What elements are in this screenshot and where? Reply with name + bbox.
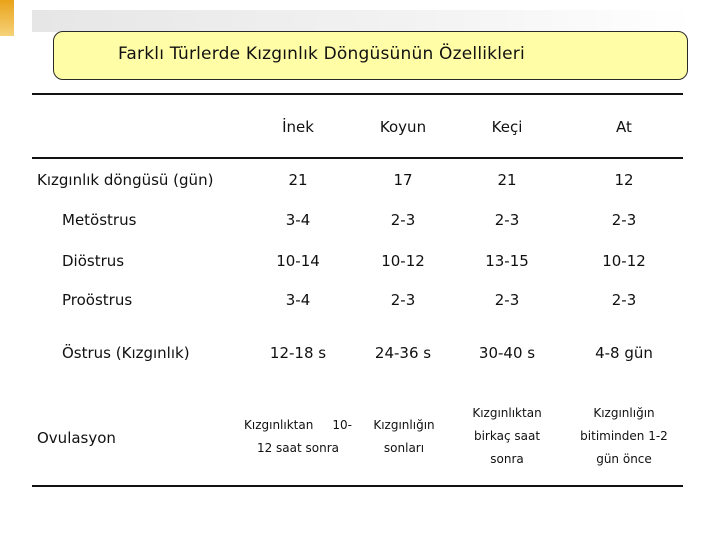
table-cell: 2-3	[494, 211, 520, 229]
row-label: Östrus (Kızgınlık)	[62, 344, 190, 362]
ovulation-line: Kızgınlıktan 10-	[243, 418, 352, 432]
table-cell: 2-3	[611, 211, 637, 229]
row-label: Diöstrus	[62, 252, 125, 270]
table-cell: 12	[614, 171, 634, 189]
column-header-at: At	[616, 118, 632, 136]
top-decorative-band	[32, 10, 692, 32]
table-cell: 12-18 s	[269, 344, 327, 362]
ovulation-cell	[457, 402, 557, 471]
table-header-rule	[32, 157, 683, 159]
table-cell: 10-12	[381, 252, 425, 270]
ovulation-cell	[569, 402, 679, 471]
table-top-rule	[32, 93, 683, 95]
table-cell: 2-3	[494, 291, 520, 309]
table-cell: 10-12	[602, 252, 646, 270]
ovulation-line: birkaç saat	[473, 429, 541, 443]
row-label: Proöstrus	[62, 291, 133, 309]
column-header-inek: İnek	[282, 118, 314, 136]
column-header-keci: Keçi	[491, 118, 523, 136]
ovulation-line: 12 saat sonra	[256, 441, 340, 455]
table-cell: 3-4	[285, 291, 311, 309]
table-bottom-rule	[32, 485, 683, 487]
table-cell: 2-3	[611, 291, 637, 309]
ovulation-cell	[238, 414, 358, 460]
table-cell: 10-14	[276, 252, 320, 270]
table-cell: 3-4	[285, 211, 311, 229]
ovulation-line: bitiminden 1-2	[580, 429, 668, 443]
ovulation-cell	[359, 414, 449, 460]
table-cell: 24-36 s	[374, 344, 432, 362]
table-cell: 2-3	[390, 291, 416, 309]
table-cell: 4-8 gün	[595, 344, 653, 362]
row-label: Kızgınlık döngüsü (gün)	[37, 171, 214, 189]
ovulation-line: sonları	[383, 441, 425, 455]
table-cell: 2-3	[390, 211, 416, 229]
table-cell: 13-15	[485, 252, 529, 270]
table-cell: 30-40 s	[478, 344, 536, 362]
title-box	[53, 31, 688, 80]
ovulation-line: Kızgınlıktan	[472, 406, 542, 420]
top-accent-bar	[0, 0, 14, 36]
row-label-ovulation: Ovulasyon	[37, 429, 116, 447]
table-cell: 21	[288, 171, 308, 189]
ovulation-line: sonra	[490, 452, 524, 466]
ovulation-line: gün önce	[596, 452, 652, 466]
page-title: Farklı Türlerde Kızgınlık Döngüsünün Özellikleri	[118, 44, 525, 64]
table-cell: 21	[497, 171, 517, 189]
ovulation-line: Kızgınlığın	[593, 406, 655, 420]
ovulation-line: Kızgınlığın	[373, 418, 435, 432]
column-header-koyun: Koyun	[379, 118, 427, 136]
row-label: Metöstrus	[62, 211, 137, 229]
table-cell: 17	[393, 171, 413, 189]
